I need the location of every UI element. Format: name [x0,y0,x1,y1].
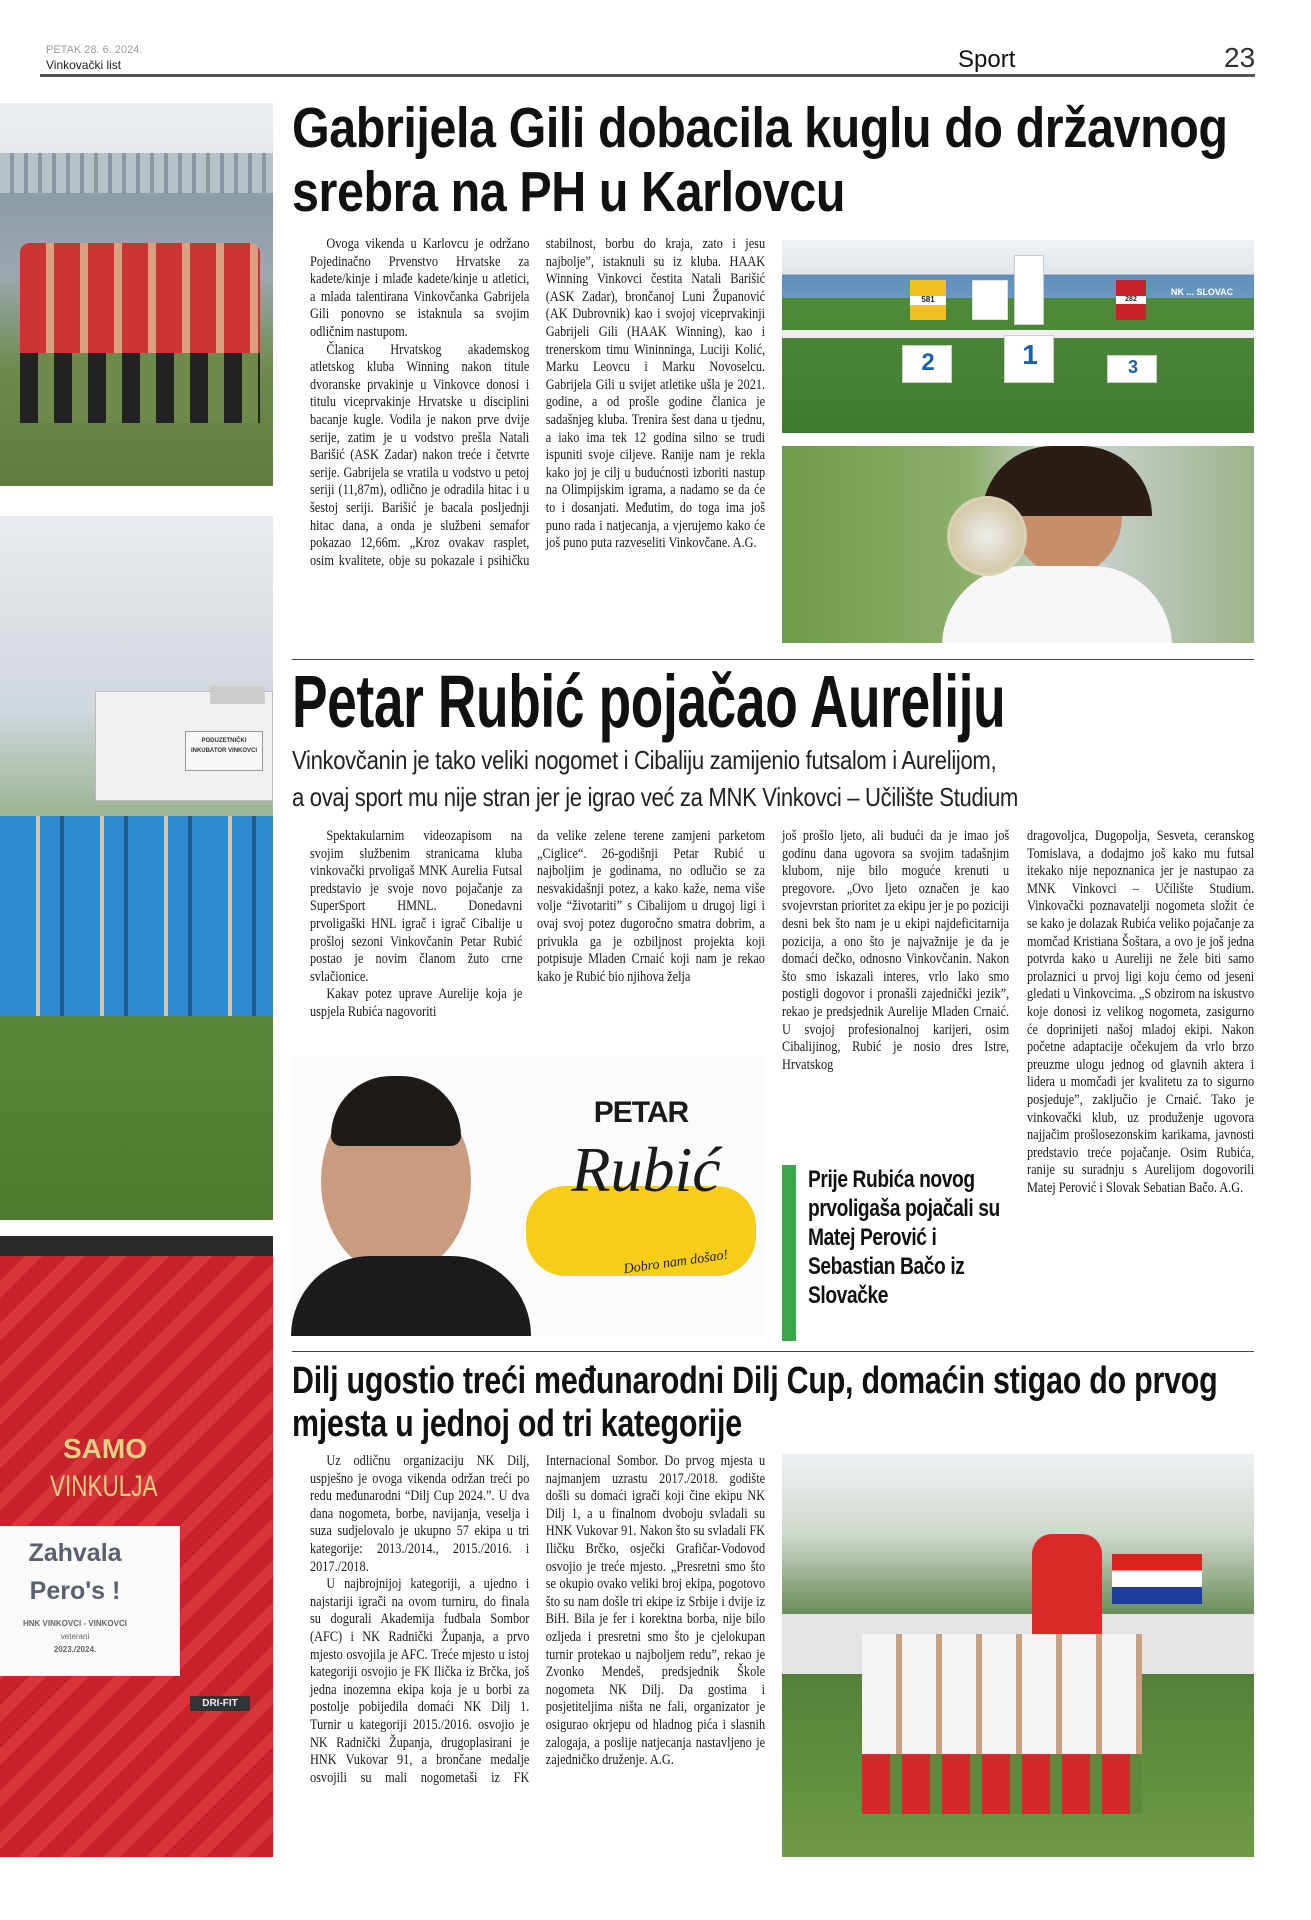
building-sign: PODUZETNIČKI INKUBATOR VINKOVCI [185,731,263,771]
jersey-sponsor-line1: SAMO [63,1433,147,1464]
podium-first-number: 1 [1022,339,1038,370]
card-line-2: veterani [60,1632,90,1641]
podium-third-number: 3 [1127,357,1138,377]
subtitle-line-2: a ovaj sport mu nije stran jer je igrao već za MNK Vinkovci – Učilište Studium [292,782,1019,812]
photo-building-team [0,516,273,1220]
article3-paragraph: Uz odličnu organizaciju NK Dilj, uspješno je ovoga vikenda održan treći po redu međunarodni “Dilj Cup 2024.”. U dva dana nogometa, borbe, navijanja, veselja i suza sudjelovalo je ukupno 57 ekipa u tri kategorije: 2013./2014., 2015./2016. i 2017./2018. [310,1453,530,1575]
pull-quote-text: Prije Rubića novog prvoligaša pojačali su Matej Perović i Sebastian Bačo iz Slovačke [808,1166,1000,1309]
card-line-1: HNK VINKOVCI - VINKOVCI [22,1619,127,1628]
article3-paragraph: U najbrojnijoj kategoriji, a ujedno i najstariji igrači na ovom turniru, do finala su dogurali Akademija fudbala Sombor (AFC) i NK Radnički Županja, a prvo mjesto osvojila je AFC. Treće mjesto u istoj kategoriji osvojio je FK Ilička iz Brčka, još jedna inozemna ekipa koja je u borbi za postolje pobijedila domaći NK Dilj 1. Turnir u kategoriji 2015./2016. osvojio je NK Radnički Županja, drugoplasirani je HNK Vukovar 91, a brončane medalje osvojili su mali nogometaši iz FK Internacional Sombor. Do prvog mjesta u najmanjem uzrastu 2017./2018. godište došli su domaći igrači koji čine ekipu NK Dilj 1, a u finalnom dvoboju svladali su HNK Vukovar 91. Nakon što su svladali FK Iličku Brčko, osječki Grafičar-Vodovod osvojio je treće mjesto. „Presretni smo što se okupio ovako veliki broj ekipa, pogotovo što su nam došle tri ekipe iz Srbije i dvije iz BiH. Bila je fer i korektna borba, nije bilo ozljeda i presretni smo što je cjelokupan turnir protekao u najboljem redu”, rekao je Zvonko Mendeš, predsjednik Škole nogometa NK Dilj. Da gostima i posjetiteljima ništa ne fali, organizator je osigurao okrjepu od hladnog pića i slasnih zalogaja, a poslije natjecanja nastavljeno je zajedničko druženje. A.G. [310,1453,766,1786]
card-title-2: Pero's ! [29,1577,121,1605]
card-title-1: Zahvala [28,1539,122,1567]
subtitle-line-1: Vinkovčanin je tako veliki nogomet i Cibaliju zamijenio futsalom i Aurelijom, [292,745,997,775]
athlete-bib: 282 [1116,296,1146,304]
rubic-welcome-graphic [291,1056,765,1336]
podium-second-number: 2 [921,349,935,376]
article2-title: Petar Rubić pojačao Aureliju [292,660,1006,743]
article2-column-2 [537,828,765,986]
article1-body [310,236,765,570]
header-rule [40,74,1255,77]
graphic-tagline: Dobro nam došao! [622,1247,730,1278]
article2-column-4 [1027,828,1254,1197]
newspaper-name: Vinkovački list [46,58,122,72]
article2-paragraph: Spektakularnim videozapisom na svojim službenim stranicama kluba vinkovački prvoligaš MNK Aurelia Futsal predstavio je svoje novo pojačanje za SuperSport HMNL. Donedavni prvoligaški HNL igrač i igrač Cibalije u prošloj sezoni Vinkovčanin Petar Rubić postao je novim članom žuto crne svlačionice. [310,828,523,985]
jersey-sponsor-line2: VINKULJA [50,1470,158,1503]
article2-subtitle [292,742,1258,816]
issue-date: PETAK 28. 6. 2024. [46,44,143,56]
page-number: 23 [1224,42,1256,73]
article2-paragraph: Kakav potez uprave Aurelije koja je uspjela Rubića nagovoriti [310,986,523,1020]
article3-title: Dilj ugostio treći međunarodni Dilj Cup, domaćin stigao do prvog mjesta u jednoj od tri kategorije [292,1360,1218,1445]
jersey-brand-tag: DRI-FIT [190,1696,250,1711]
graphic-first-name: PETAR [593,1096,689,1129]
athlete-bib: 581 [910,296,946,305]
photo-podium [782,240,1254,433]
photo-dilj-cup-winners [782,1454,1254,1857]
graphic-last-name: Rubić [571,1134,721,1205]
photo-framed-jersey [0,1236,273,1857]
article3-body [310,1453,765,1787]
photo-veterans-bench [0,103,273,486]
article2-paragraph: dragovoljca, Dugopolja, Sesveta, ceranskog Tomislava, a dodajmo još kako mu futsal itekako nije nepoznanica jer je nastupao za MNK Vinkovci – Učilište Studium. Vinkovački poznavatelji nogometa složit će se kako je dolazak Rubića veliko pojačanje za momčad Kristiana Šoštara, a ovo je još jedna potvrda kako u Aureliji ne žele biti samo prolaznici u prvoj ligi koju ćemo od jeseni gledati u Vinkovcima. „S obzirom na iskustvo koje donosi iz velikog nogometa, zasigurno će doprinijeti našoj mladoj ekipi. Nakon početne adaptacije očekujem da vrlo brzo preuzme ulogu jednog od glavnih aktera i lidera u momčadi jer kvalitetu za to sigurno posjeduje”, zaključio je Crnaić. Tako je vinkovački klub, uz produženje ugovora najjačim prošlosezonskim karikama, javnosti predstavio treće pojačanje. Osim Rubića, ranije su suradnju s Aurelijom dogovorili Matej Perović i Slovak Sebatian Bačo. A.G. [1027,828,1255,1196]
pull-quote [782,1165,1009,1341]
article2-column-3 [782,828,1009,1074]
section-divider [292,1351,1254,1352]
article1-title: Gabrijela Gili dobacila kuglu do državnog srebra na PH u Karlovcu [292,96,1228,224]
section-name: Sport [958,46,1016,73]
article2-column-1 [310,828,522,1022]
photo-athlete-medal [782,446,1254,643]
article2-paragraph: još prošlo ljeto, ali budući da je imao još godinu dana ugovora sa svojim tadašnjim klubom, nije bilo moguće krenuti u pregovore. „Ovo ljeto označen je kao svojevrstan prioritet za ekipu jer je po poziciji desni bek što nam je u ekipi najdeficitarnija pozicija, a ono što je najvažnije je da je domaći dečko, odnosno Vinkovčanin. Nakon što smo iskazali interes, vrlo lako smo postigli dogovor i pronašli zajednički jezik”, rekao je predsjednik Aurelije Mladen Crnaić. U svojoj profesionalnoj karijeri, osim Cibalijinog, Rubić je nosio dres Istre, Hrvatskog [782,828,1010,1073]
medal-disc [947,496,1027,576]
thank-you-card [0,1526,180,1676]
stadium-banner: NK ... SLOVAC [1170,287,1234,297]
card-line-3: 2023./2024. [53,1645,97,1654]
article2-paragraph: da velike zelene terene zamjeni parketom „Ciglice“. 26-godišnji Petar Rubić u najboljim je godinama, no odlučio se za nesvakidašnji potez, a kako kaže, nema više volje “životariti” s Cibalijom u drugoj ligi i ovaj svoj potez dugoročno smatra dobrim, a privukla ga je ozbiljnost projekta koji potpisuje Mladen Crnaić koji nam je rekao kako je Rubić bio njihova želja [537,828,765,985]
article1-paragraph: Ovoga vikenda u Karlovcu je održano Pojedinačno Prvenstvo Hrvatske za kadete/kinje i mlađe kadete/kinje u atletici, a mlada talentirana Vinkovčanka Gabrijela Gili ponovno se istaknula sa svojim odličnim nastupom. [310,236,530,340]
article1-paragraph: Članica Hrvatskog akademskog atletskog kluba Winning nakon titule dvoranske prvakinje u Vinkovce donosi i titulu viceprvakinje Hrvatske u disciplini bacanje kugle. Vodila je nakon prve dvije serije, zatim je u vodstvo prešla Natali Barišić (ASK Zadar) nakon treće i četvrte serije. Gabrijela se vratila u vodstvo u petoj seriji (11,87m), odlično je odradila hitac i u šestoj seriji. Barišić je bacala posljednji hitac dana, a onda je službeni semafor pokazao 12,66m. „Kroz ovakav rasplet, osim kvalitete, obje su pokazale i psihičku stabilnost, borbu do kraja, zato i jesu najbolje”, istaknuli su iz kluba. HAAK Winning Vinkovci čestita Natali Barišić (ASK Zadar), brončanoj Luni Županović (AK Dubrovnik) kao i svojoj viceprvakinji Gabrijeli Gili (HAAK Winning), kao i trenerskom timu Wininninga, Luciji Kolić, Marku Leovcu i Marku Novoselcu. Gabrijela Gili u svijet atletike ušla je 2021. godine, a od prošle godine članica je sadašnjeg kluba. Trenira šest dana u tjednu, a iako ima tek 12 godina silno se trudi ispuniti svoje ciljeve. Ranije nam je rekla kako joj je cilj u budućnosti izboriti nastup na Olimpijskim igrama, a nadamo se da će to i dosanjati. Međutim, do toga ima još puno rada i natjecanja, a vjerujemo kako će još puno puta razveseliti Vinkovčane. A.G. [310,236,766,569]
